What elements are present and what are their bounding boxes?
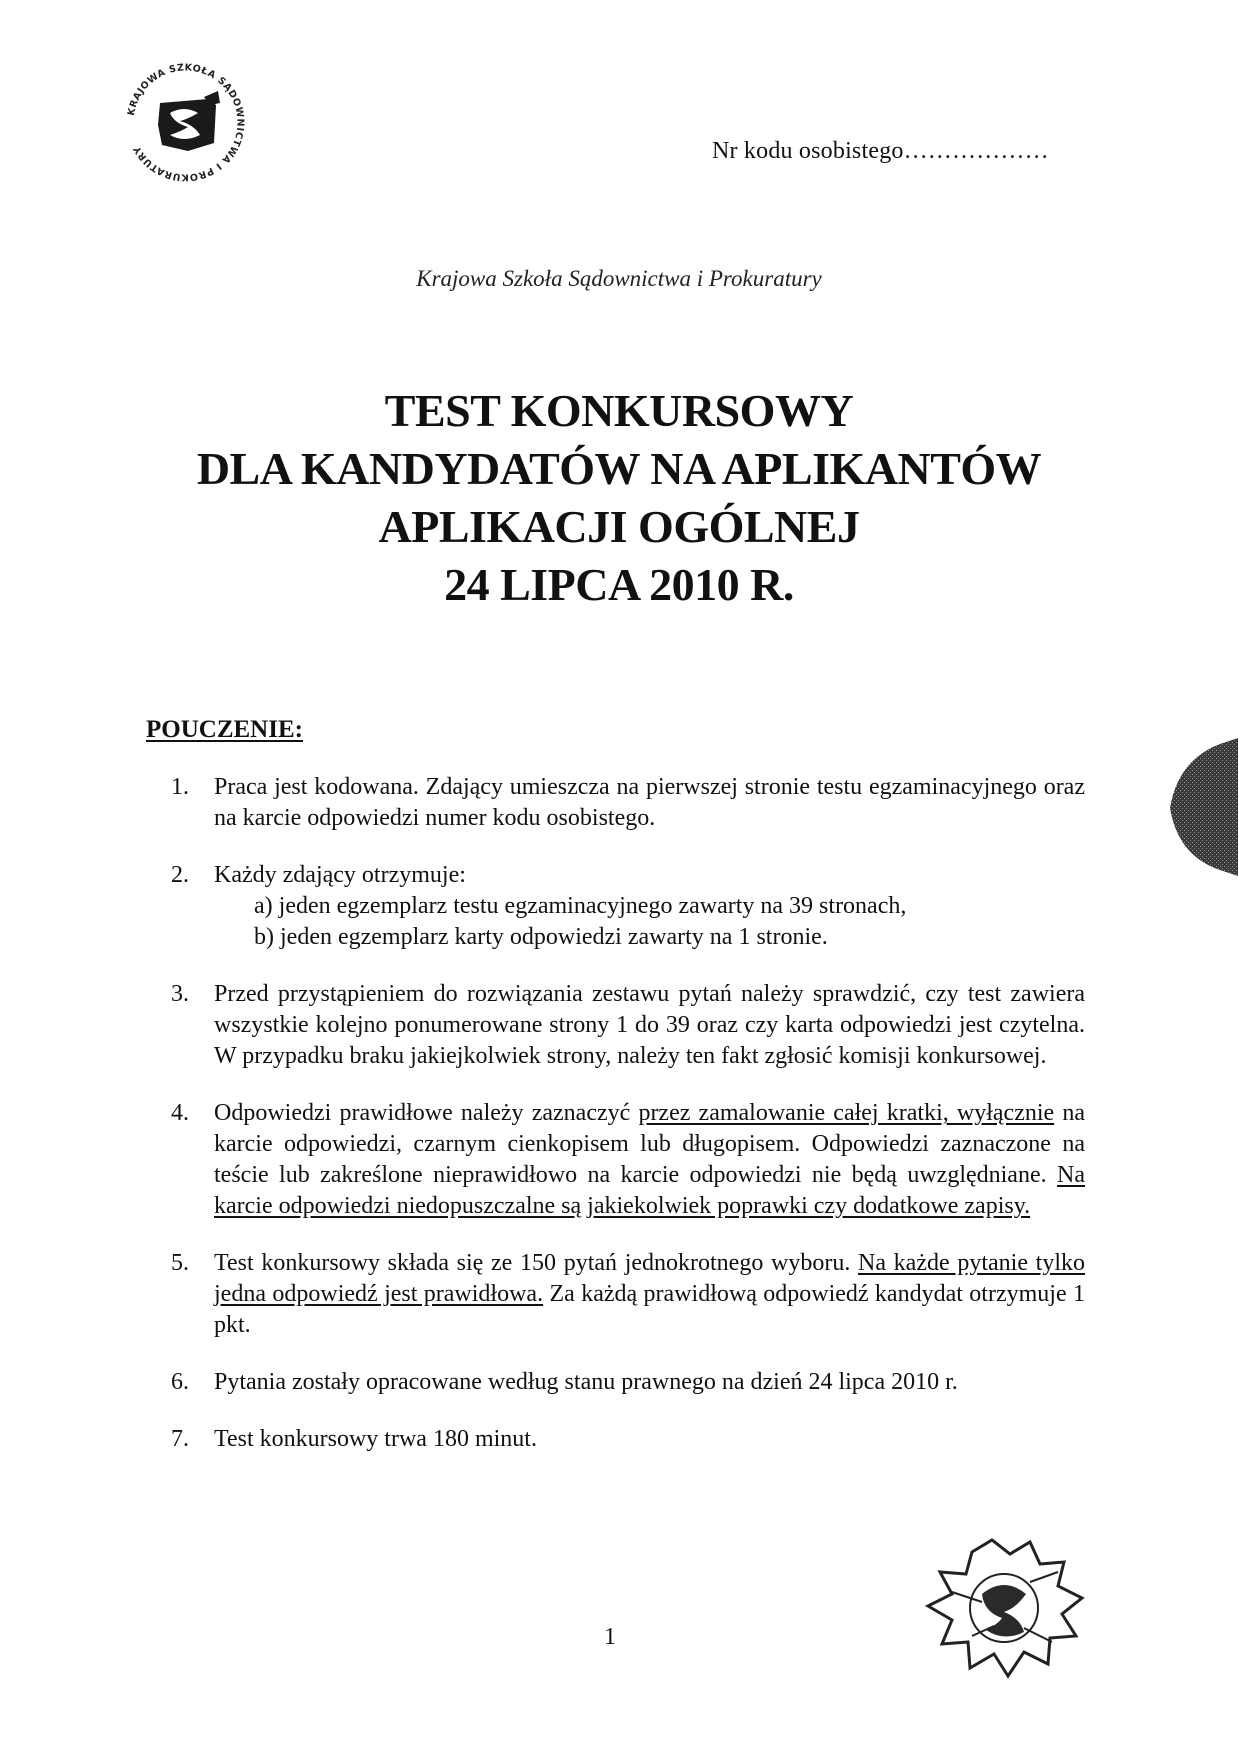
- instruction-item: [171, 1098, 1085, 1222]
- page-number: 1: [604, 1624, 616, 1650]
- instruction-text: Przed przystąpieniem do rozwiązania zestawu pytań należy sprawdzić, czy test zawiera wszystkie kolejno ponumerowane strony 1 do 39 oraz czy karta odpowiedzi jest czytelna. W przypadku braku jakiejkolwiek strony, należy ten fakt zgłosić komisji konkursowej.: [214, 981, 1085, 1069]
- instruction-text-part: na karcie odpowiedzi, czarnym cienkopisem lub długopisem. Odpowiedzi zaznaczone na teście lub zakreślone nieprawidłowo na karcie odpowiedzi nie będą uwzględniane.: [214, 1100, 1085, 1188]
- instruction-sub-list: [214, 891, 1085, 953]
- instruction-sub-item: a) jeden egzemplarz testu egzaminacyjnego zawarty na 39 stronach,: [254, 893, 907, 919]
- instruction-item: [171, 979, 1085, 1072]
- institution-seal-icon: [118, 55, 253, 190]
- document-title: [0, 382, 1238, 614]
- title-line-3: APLIKACJI OGÓLNEJ: [378, 501, 860, 552]
- instruction-text: Każdy zdający otrzymuje:: [214, 862, 466, 888]
- instruction-number: 5.: [171, 1250, 189, 1276]
- instruction-number: 2.: [171, 862, 189, 888]
- instruction-text-part: Odpowiedzi prawidłowe należy zaznaczyć: [214, 1100, 639, 1126]
- instruction-text: [214, 1100, 1085, 1219]
- instruction-text-part: Test konkursowy składa się ze 150 pytań jednokrotnego wyboru.: [214, 1250, 859, 1276]
- instruction-number: 7.: [171, 1426, 189, 1452]
- instruction-number: 6.: [171, 1369, 189, 1395]
- title-line-2: DLA KANDYDATÓW NA APLIKANTÓW: [196, 443, 1042, 494]
- svg-text:KRAJOWA SZKOŁA SĄDOWNICTWA I P: KRAJOWA SZKOŁA SĄDOWNICTWA I PROKURATURY: [125, 62, 246, 183]
- instruction-text: [214, 1250, 1085, 1338]
- scan-edge-mark-icon: [1160, 738, 1238, 876]
- instruction-text-part: Za każdą prawidłową odpowiedź kandydat otrzymuje 1 pkt.: [214, 1281, 1085, 1338]
- instruction-item: [171, 1424, 1085, 1455]
- instruction-number: 1.: [171, 774, 189, 800]
- underlined-text: Na karcie odpowiedzi niedopuszczalne są jakiekolwiek poprawki czy dodatkowe zapisy.: [214, 1162, 1085, 1219]
- instruction-number: 4.: [171, 1100, 189, 1126]
- personal-code-label: Nr kodu osobistego………………: [712, 138, 1049, 164]
- instruction-sub-item: b) jeden egzemplarz karty odpowiedzi zawarty na 1 stronie.: [254, 924, 828, 950]
- instruction-text: Praca jest kodowana. Zdający umieszcza na pierwszej stronie testu egzaminacyjnego oraz na karcie odpowiedzi numer kodu osobistego.: [214, 774, 1085, 831]
- instruction-item: [171, 772, 1085, 834]
- institution-name: Krajowa Szkoła Sądownictwa i Prokuratury: [416, 266, 822, 291]
- title-line-1: TEST KONKURSOWY: [384, 385, 854, 436]
- official-stamp-icon: [912, 1532, 1092, 1682]
- instruction-item: [171, 1367, 1085, 1398]
- instruction-item: [171, 860, 1085, 953]
- underlined-text: Na każde pytanie tylko jedna odpowiedź jest prawidłowa.: [214, 1250, 1085, 1307]
- title-line-4: 24 LIPCA 2010 R.: [444, 559, 794, 610]
- instructions-list: [171, 772, 1085, 1481]
- instruction-text: Test konkursowy trwa 180 minut.: [214, 1426, 537, 1452]
- instruction-item: [171, 1248, 1085, 1341]
- instruction-text: Pytania zostały opracowane według stanu prawnego na dzień 24 lipca 2010 r.: [214, 1369, 958, 1395]
- instruction-number: 3.: [171, 981, 189, 1007]
- instructions-heading: POUCZENIE:: [146, 716, 303, 743]
- underlined-text: przez zamalowanie całej kratki, wyłącznie: [638, 1100, 1055, 1126]
